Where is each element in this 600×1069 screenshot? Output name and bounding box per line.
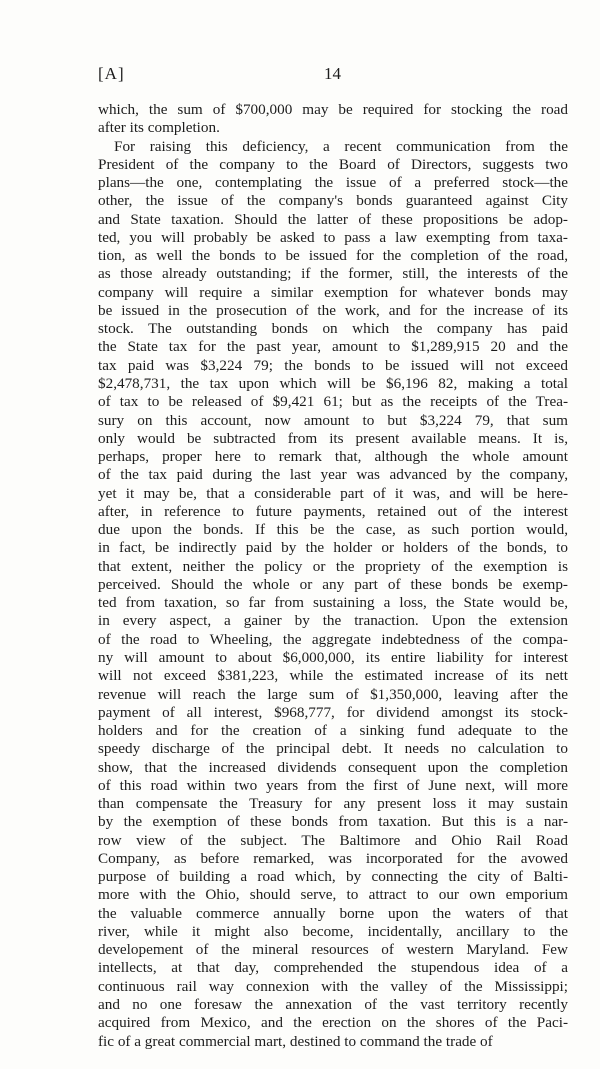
text-line: company will require a similar exemption for whatever bonds may xyxy=(98,283,568,301)
text-line: fic of a great commercial mart, destined to command the trade of xyxy=(98,1032,493,1050)
text-line: only would be subtracted from its present available means. It is, xyxy=(98,429,568,447)
text-line: after its completion. xyxy=(98,119,220,137)
text-line: as those already outstanding; if the former, still, the interests of the xyxy=(98,265,568,283)
text-line: and no one foresaw the annexation of the vast territory recently xyxy=(98,996,568,1014)
text-line: intellects, at that day, comprehended the stupendous idea of a xyxy=(98,959,568,977)
text-line: payment of all interest, $968,777, for dividend amongst its stock- xyxy=(98,703,568,721)
text-line: by the exemption of these bonds from taxation. But this is a nar- xyxy=(98,813,568,831)
text-line: speedy discharge of the principal debt. It needs no calculation to xyxy=(98,740,568,758)
text-line: of the tax paid during the last year was advanced by the company, xyxy=(98,466,568,484)
text-line: Company, as before remarked, was incorporated for the avowed xyxy=(98,849,568,867)
text-line: due upon the bonds. If this be the case, as such portion would, xyxy=(98,521,568,539)
text-line: continuous rail way connexion with the valley of the Mississippi; xyxy=(98,977,568,995)
text-line: ny will amount to about $6,000,000, its entire liability for interest xyxy=(98,648,568,666)
text-line: show, that the increased dividends consequent upon the completion xyxy=(98,758,568,776)
text-line: stock. The outstanding bonds on which the company has paid xyxy=(98,320,568,338)
text-line: $2,478,731, the tax upon which will be $6,196 82, making a total xyxy=(98,374,568,392)
text-line: in fact, be indirectly paid by the holder or holders of the bonds, to xyxy=(98,539,568,557)
page-header xyxy=(98,64,568,86)
text-line: the valuable commerce annually borne upon the waters of that xyxy=(98,904,568,922)
text-line: of tax to be released of $9,421 61; but as the receipts of the Trea- xyxy=(98,393,568,411)
signature-mark: [A] xyxy=(98,64,125,83)
text-line: other, the issue of the company's bonds guaranteed against City xyxy=(98,192,568,210)
text-line: that extent, neither the policy or the propriety of the exemption is xyxy=(98,557,568,575)
text-line: sury on this account, now amount to but $3,224 79, that sum xyxy=(98,411,568,429)
paragraph xyxy=(98,101,568,138)
text-line: be issued in the prosecution of the work, and for the increase of its xyxy=(98,301,568,319)
text-line: holders and for the creation of a sinking fund adequate to the xyxy=(98,722,568,740)
body-text xyxy=(98,101,568,1051)
text-line: revenue will reach the large sum of $1,350,000, leaving after the xyxy=(98,685,568,703)
text-line: developement of the mineral resources of western Maryland. Few xyxy=(98,941,568,959)
text-line: acquired from Mexico, and the erection on the shores of the Paci- xyxy=(98,1014,568,1032)
text-line: row view of the subject. The Baltimore and Ohio Rail Road xyxy=(98,831,568,849)
text-line: river, while it might also become, incidentally, ancillary to the xyxy=(98,922,568,940)
text-line: will not exceed $381,223, while the estimated increase of its nett xyxy=(98,667,568,685)
text-line: after, in reference to future payments, retained out of the interest xyxy=(98,502,568,520)
text-line: President of the company to the Board of Directors, suggests two xyxy=(98,155,568,173)
page-number: 14 xyxy=(324,64,341,83)
paragraph xyxy=(98,138,568,1051)
text-line: For raising this deficiency, a recent communication from the xyxy=(114,137,568,155)
text-line: of the road to Wheeling, the aggregate indebtedness of the compa- xyxy=(98,630,568,648)
text-line: more with the Ohio, should serve, to attract to our own emporium xyxy=(98,886,568,904)
text-line: perceived. Should the whole or any part of these bonds be exemp- xyxy=(98,575,568,593)
text-line: plans—the one, contemplating the issue of a preferred stock—the xyxy=(98,174,568,192)
text-line: ted from taxation, so far from sustaining a loss, the State would be, xyxy=(98,594,568,612)
text-line: purpose of building a road which, by connecting the city of Balti- xyxy=(98,868,568,886)
text-line: yet it may be, that a considerable part of it was, and will be here- xyxy=(98,484,568,502)
text-line: which, the sum of $700,000 may be required for stocking the road xyxy=(98,101,568,118)
text-line: tax paid was $3,224 79; the bonds to be issued will not exceed xyxy=(98,356,568,374)
text-line: tion, as well the bonds to be issued for the completion of the road, xyxy=(98,247,568,265)
text-line: in every aspect, a gainer by the tranaction. Upon the extension xyxy=(98,612,568,630)
text-line: perhaps, proper here to remark that, although the whole amount xyxy=(98,448,568,466)
text-line: the State tax for the past year, amount to $1,289,915 20 and the xyxy=(98,338,568,356)
text-line: of this road within two years from the first of June next, will more xyxy=(98,776,568,794)
text-line: and State taxation. Should the latter of these propositions be adop- xyxy=(98,210,568,228)
text-line: ted, you will probably be asked to pass a law exempting from taxa- xyxy=(98,228,568,246)
text-line: than compensate the Treasury for any present loss it may sustain xyxy=(98,795,568,813)
